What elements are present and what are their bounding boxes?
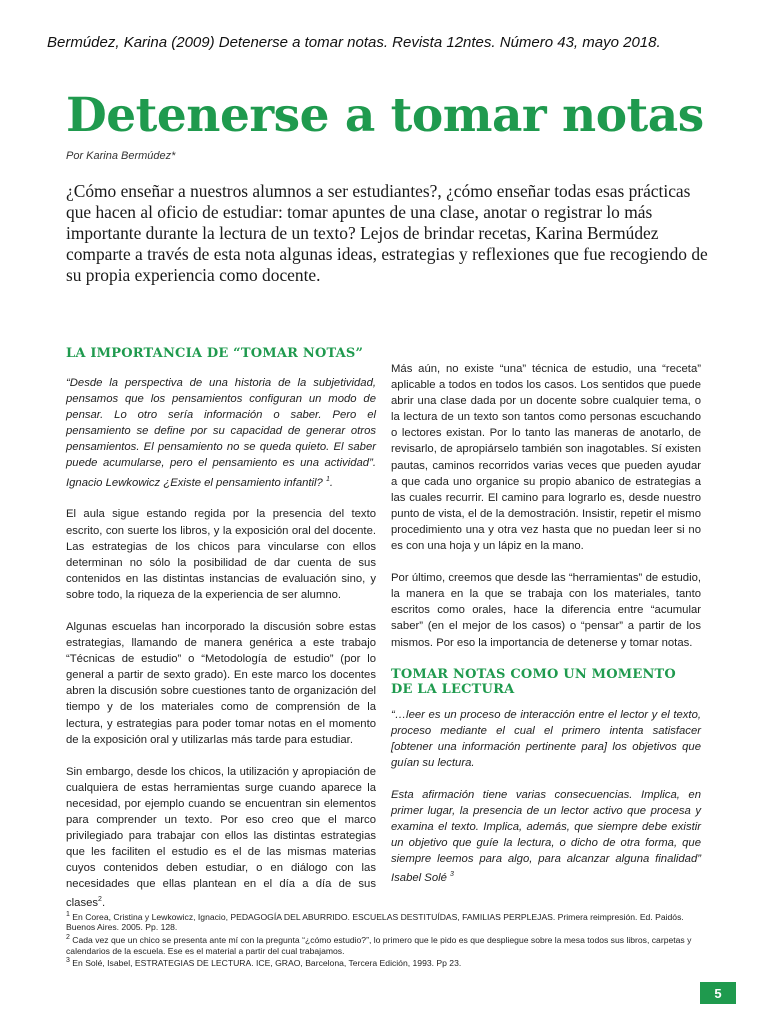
right-column: [391, 361, 701, 902]
section-heading-importancia: LA IMPORTANCIA DE “TOMAR NOTAS”: [66, 346, 364, 361]
footnote-text: En Solé, Isabel, ESTRATEGIAS DE LECTURA. ICE, GRAO, Barcelona, Tercera Edición, 1993. Pp 23.: [72, 957, 462, 968]
article-lead: ¿Cómo enseñar a nuestros alumnos a ser estudiantes?, ¿cómo enseñar todas esas prácticas que hacen al oficio de estudiar: tomar apuntes de una clase, anotar o registrar lo más importante durante la lectura de un texto? Lejos de brindar recetas, Karina Bermúdez comparte a través de esta nota algunas ideas, estrategias y reflexiones que fue recogiendo de su propia experiencia como docente.: [66, 181, 708, 285]
footnote-text: En Corea, Cristina y Lewkowicz, Ignacio, PEDAGOGÍA DEL ABURRIDO. ESCUELAS DESTITUÍDAS, FAMILIAS PERPLEJAS. Primera reimpresión. Ed. Paidós. Buenos Aires. 2005. Pp. 128.: [66, 911, 684, 933]
footnotes: [66, 910, 706, 969]
paragraph: Por último, creemos que desde las “herramientas” de estudio, la manera en la que se trabaja con los materiales, tanto escritos como orales, hace la diferencia entre “acumular saber” (en el mejor de los casos) o “pensar” a partir de los mismos. Por eso la importancia de detenerse y tomar notas.: [391, 572, 701, 649]
footnote-ref-1[interactable]: 1: [325, 475, 330, 483]
paragraph: [66, 764, 376, 912]
page-number: 5: [700, 982, 736, 1004]
paragraph: El aula sigue estando regida por la presencia del texto escrito, con suerte los libros, y la exposición oral del docente. Las estrategias de los chicos para vincularse con ellos determinan no sólo la posibilidad de dar cuenta de sus contenidos en las distintas instancias de evaluación sino, y sobre todo, la riqueza de la experiencia de ser alumno.: [66, 508, 376, 601]
article-byline: Por Karina Bermúdez*: [66, 150, 176, 162]
footnote-number: 2: [66, 934, 70, 942]
footnote-number: 3: [66, 957, 70, 965]
left-column: [66, 346, 376, 927]
epigraph-quote: “Desde la perspectiva de una historia de la subjetividad, pensamos que los pensamientos configuran un modo de pensar. Lo otro sería información o saber. Pero el pensamiento se define por su capacidad de generar otros pensamientos. El pensamiento no se queda quieto. El saber puede acumularse, pero el pensamiento es una actividad”. Ignacio Lewkowicz ¿Existe el pensamiento infantil? $^1$.: [66, 377, 376, 489]
footnote-1: [66, 910, 706, 933]
article-title: Detenerse a tomar notas: [66, 88, 704, 143]
quote-text: Esta afirmación tiene varias consecuencias. Implica, en primer lugar, la presencia de un lector activo que procesa y examina el texto. Implica, además, que siempre debe existir un objetivo que guíe la lectura, o dicho de otra forma, que siempre leemos para algo, para alcanzar alguna finalidad” Isabel Solé: [391, 788, 701, 885]
footnote-3: [66, 956, 706, 968]
footnote-ref-3[interactable]: 3: [450, 871, 454, 879]
paragraph: Más aún, no existe “una” técnica de estudio, una “receta” aplicable a todos en todos los casos. Los sentidos que puede abrir una clase dada por un docente sobre cualquier tema, o la lectura de un texto son tantos como personas escuchando o lectores existan. Por lo tanto las maneras de anotarlo, de revisarlo, de apropiárselo también son inagotables. Sí existen pautas, caminos recorridos varias veces que pueden ayudar a que cada uno organice su propio abanico de estrategias a las cuales recurrir. El camino para lograrlo es, desde nuestro punto de vista, el de la demostración. Insistir, repetir el mismo procedimiento una y otra vez hasta que no puedan leer si no es con una hoja y un lápiz en la mano.: [391, 363, 701, 553]
footnote-2: [66, 933, 706, 956]
quote-paragraph: “…leer es un proceso de interacción entre el lector y el texto, proceso mediante el cual el primero intenta satisfacer [obtener una información pertinente para] los objetivos que guían su lectura.: [391, 708, 701, 769]
paragraph-text: Sin embargo, desde los chicos, la utilización y apropiación de cualquiera de estas herramientas surge cuando aparece la necesidad, por ejemplo cuando se encuentran sin elementos para comprender un texto. Por eso creo que el marco privilegiado para trabajar con ellos las distintas estrategias que les faciliten el estudio es el de las mismas materias cuyos contenidos deben estudiar, o en diálogo con las necesidades que ellas plantean en el día a día de sus clases: [66, 765, 376, 910]
paragraph: Algunas escuelas han incorporado la discusión sobre estas estrategias, llamando de manera genérica a este trabajo “Técnicas de estudio” o “Metodología de estudio” (por lo general a partir de sexto grado). En este marco los docentes abren la discusión sobre cuestiones tanto de organización del tiempo y de los materiales como de comprensión de la lectura, y estrategias para poder tomar notas en el momento de la exposición oral y utilizarlas más tarde para estudiar.: [66, 620, 376, 746]
paragraph-end: .: [101, 897, 106, 910]
footnote-ref-2[interactable]: 2: [98, 896, 102, 904]
section-heading-tomar-notas: TOMAR NOTAS COMO UN MOMENTO DE LA LECTURA: [391, 666, 676, 697]
footnote-text: Cada vez que un chico se presenta ante mí con la pregunta “¿cómo estudio?”, lo primero que le pido es que despliegue sobre la mesa todos sus libros, carpetas y calendarios de la escuela. Ese es el material a partir del cual trabajamos.: [66, 934, 692, 956]
footnote-number: 1: [66, 911, 70, 918]
epigraph-text: “Desde la perspectiva de una historia de la subjetividad, pensamos que los pensamientos configuran un modo de pensar. Lo otro sería información o saber. Pero el pensamiento se define por su capacidad de generar otros pensamientos. El pensamiento no se queda quieto. El saber puede acumularse, pero el pensamiento es una actividad”. Ignacio Lewkowicz ¿Existe el pensamiento infantil?: [66, 377, 376, 489]
quote-paragraph: [391, 787, 701, 886]
citation-header: Bermúdez, Karina (2009) Detenerse a tomar notas. Revista 12ntes. Número 43, mayo 2018.: [47, 34, 661, 51]
